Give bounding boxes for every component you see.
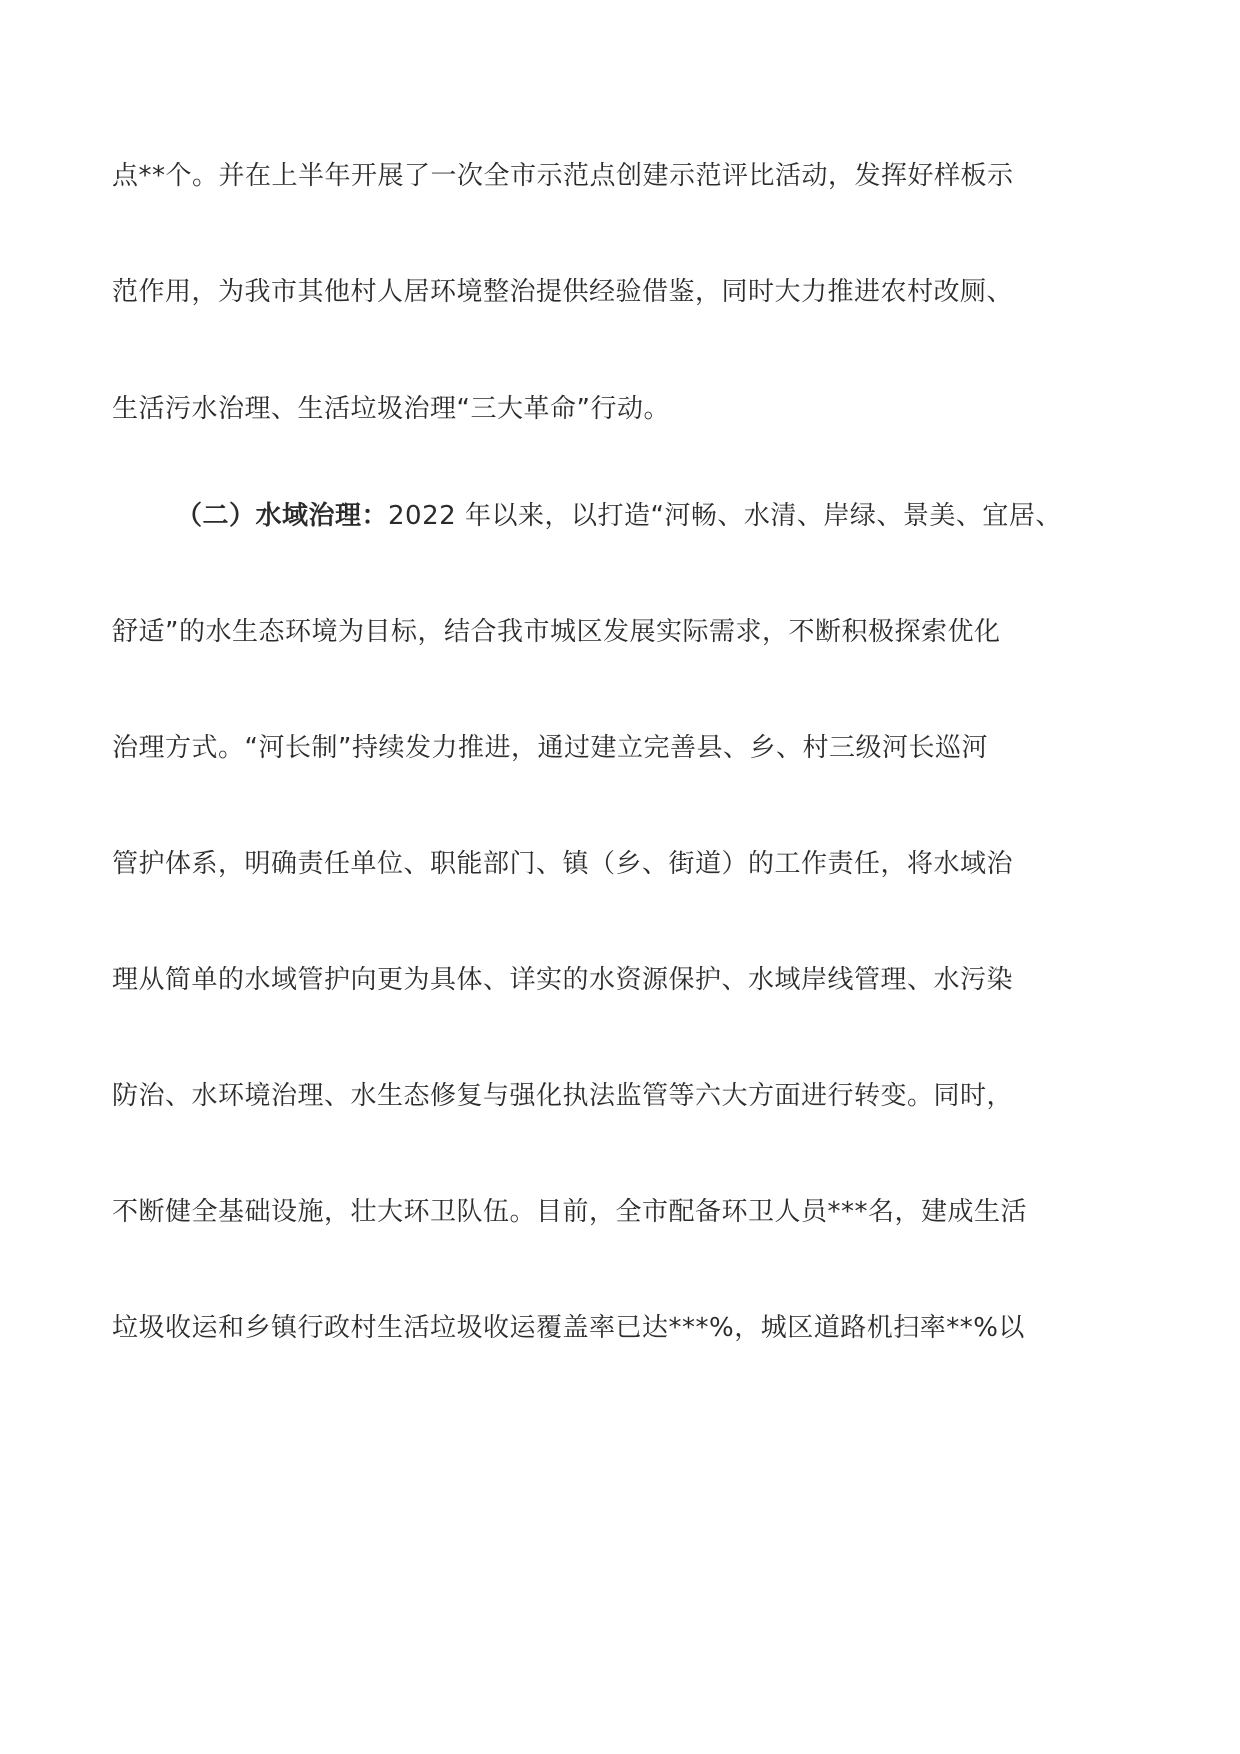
paragraph-2-line-3: 治理方式。“河长制”持续发力推进，通过建立完善县、乡、村三级河长巡河 <box>112 733 988 763</box>
section-heading: （二）水域治理： <box>176 501 389 531</box>
paragraph-2-line-8: 垃圾收运和乡镇行政村生活垃圾收运覆盖率已达***%，城区道路机扫率**%以 <box>112 1313 1025 1343</box>
paragraph-2-line-1-text: 2022 年以来，以打造“河畅、水清、岸绿、景美、宜居、 <box>388 501 1062 531</box>
paragraph-2-line-1 <box>176 500 1062 532</box>
paragraph-1-line-2: 范作用，为我市其他村人居环境整治提供经验借鉴，同时大力推进农村改厕、 <box>112 277 1014 307</box>
paragraph-1-line-3: 生活污水治理、生活垃圾治理“三大革命”行动。 <box>112 394 670 424</box>
paragraph-2-line-6: 防治、水环境治理、水生态修复与强化执法监管等六大方面进行转变。同时， <box>112 1081 1014 1111</box>
paragraph-2-line-4: 管护体系，明确责任单位、职能部门、镇（乡、街道）的工作责任，将水域治 <box>112 849 1014 879</box>
paragraph-2-line-7: 不断健全基础设施，壮大环卫队伍。目前，全市配备环卫人员***名，建成生活 <box>112 1197 1028 1227</box>
paragraph-2-line-5: 理从简单的水域管护向更为具体、详实的水资源保护、水域岸线管理、水污染 <box>112 965 1014 995</box>
paragraph-2-line-2: 舒适”的水生态环境为目标，结合我市城区发展实际需求，不断积极探索优化 <box>112 617 1001 647</box>
paragraph-1-line-1: 点**个。并在上半年开展了一次全市示范点创建示范评比活动，发挥好样板示 <box>112 161 1014 191</box>
